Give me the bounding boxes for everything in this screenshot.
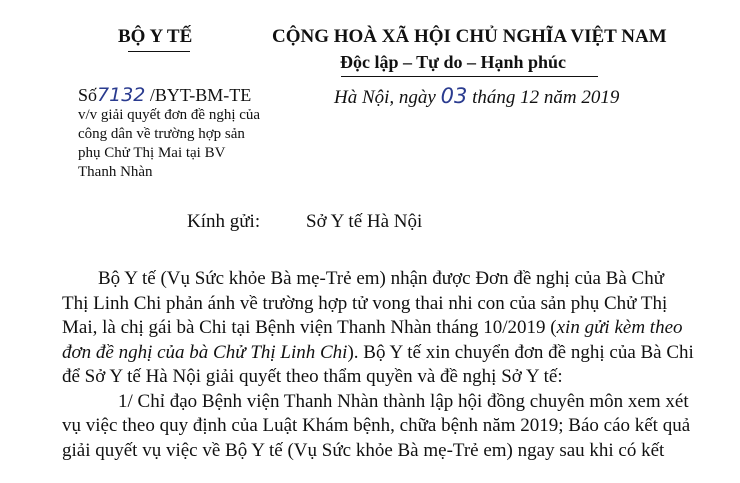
place-date-suffix: tháng 12 năm 2019 xyxy=(472,87,620,108)
date-day-handwritten: 03 xyxy=(440,84,468,108)
document-number-suffix: /BYT-BM-TE xyxy=(149,85,252,105)
national-title: CỘNG HOÀ XÃ HỘI CHỦ NGHĨA VIỆT NAM xyxy=(272,26,667,47)
document-number-handwritten: 7132 xyxy=(97,84,146,106)
place-date xyxy=(334,84,619,109)
body-line xyxy=(62,341,722,366)
body-line: Thị Linh Chi phản ánh về trường hợp tử vong thai nhi con của sản phụ Chử Thị xyxy=(62,292,668,314)
greeting-recipient: Sở Y tế Hà Nội xyxy=(306,211,423,232)
body-line: Bộ Y tế (Vụ Sức khỏe Bà mẹ-Trẻ em) nhận được Đơn đề nghị của Bà Chử xyxy=(98,268,664,289)
body-text: ). Bộ Y tế xin chuyển đơn đề nghị của Bà Chi xyxy=(347,341,694,363)
letter-body xyxy=(62,267,722,463)
national-motto: Độc lập – Tự do – Hạnh phúc xyxy=(340,52,567,72)
document-number-prefix: Số xyxy=(78,85,98,105)
issuing-organization: BỘ Y TẾ xyxy=(118,26,193,47)
place-date-prefix: Hà Nội, ngày xyxy=(334,87,436,108)
greeting-label: Kính gửi: xyxy=(187,211,261,232)
motto-underline xyxy=(341,76,598,77)
body-line: vụ việc theo quy định của Luật Khám bệnh, chữa bệnh năm 2019; Báo cáo kết quả xyxy=(62,415,691,436)
body-italic-text: đơn đề nghị của bà Chử Thị Linh Chi xyxy=(62,341,348,363)
document-subject xyxy=(78,106,278,182)
document-number xyxy=(78,84,251,106)
body-text: Mai, là chị gái bà Chi tại Bệnh viện Thanh Nhàn tháng 10/2019 ( xyxy=(62,317,557,338)
subject-line: v/v giải quyết đơn đề nghị của xyxy=(78,107,261,123)
body-line: giải quyết vụ việc về Bộ Y tế (Vụ Sức khỏe Bà mẹ-Trẻ em) ngay sau khi có kết xyxy=(62,439,665,461)
body-line xyxy=(62,316,722,341)
organization-underline xyxy=(128,51,190,52)
subject-line: phụ Chử Thị Mai tại BV xyxy=(78,145,226,161)
body-italic-text: xin gửi kèm theo xyxy=(556,317,683,338)
body-line: để Sở Y tế Hà Nội giải quyết theo thẩm quyền và đề nghị Sở Y tế: xyxy=(62,366,563,387)
subject-line: công dân về trường hợp sản xyxy=(78,126,245,142)
body-line: 1/ Chỉ đạo Bệnh viện Thanh Nhàn thành lập hội đồng chuyên môn xem xét xyxy=(118,390,689,412)
subject-line: Thanh Nhàn xyxy=(78,164,153,180)
